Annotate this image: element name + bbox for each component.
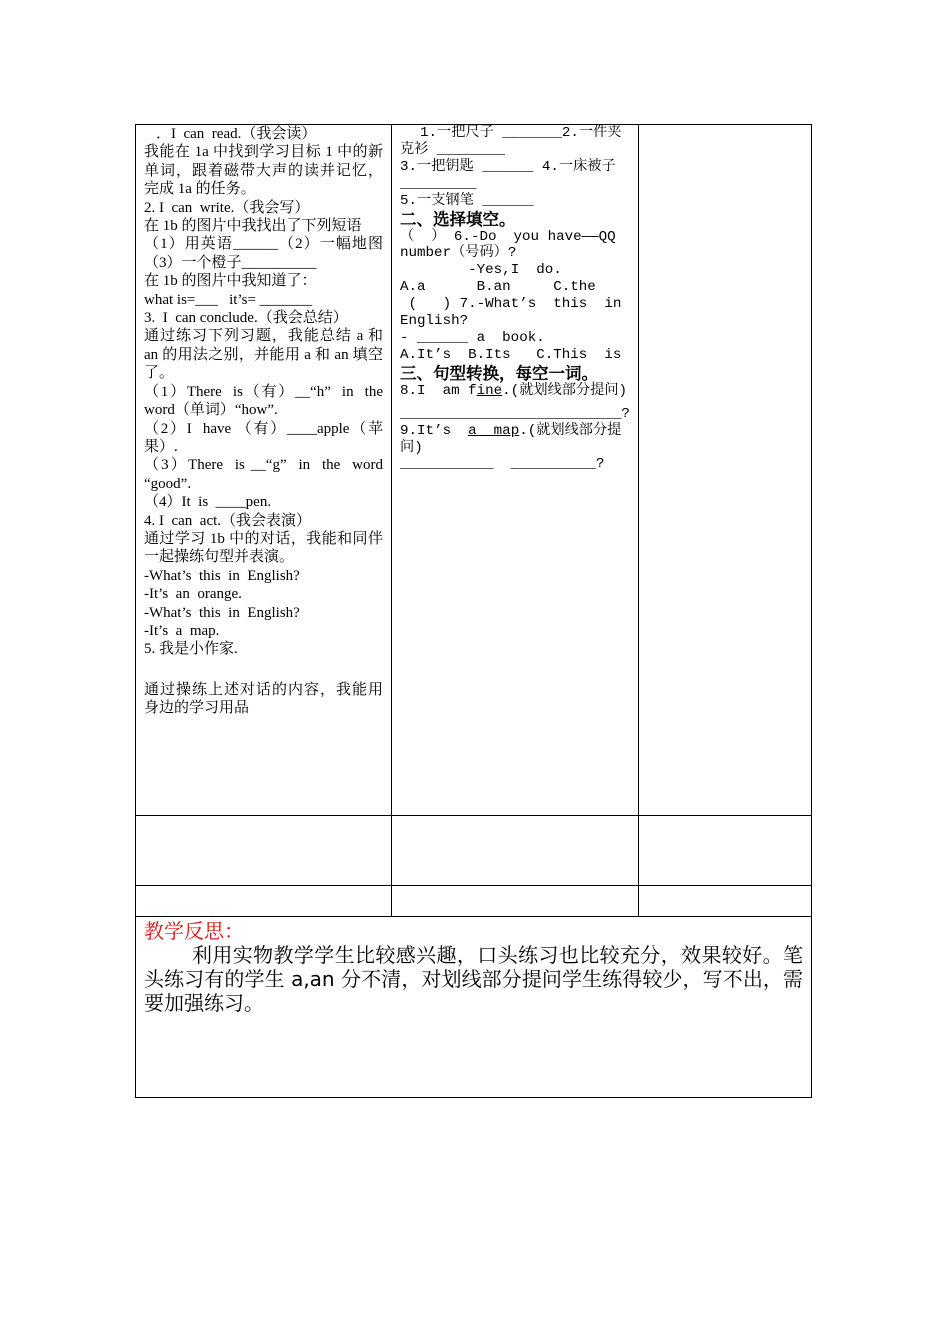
- exercises: [392, 125, 638, 815]
- reflection-body: 利用实物教学学生比较感兴趣，口头练习也比较充分，效果较好。笔头练习有的学生 a,an 分不清，对划线部分提问学生练得较少，写不出，需要加强练习。: [144, 943, 803, 1015]
- empty-cell: [392, 886, 639, 917]
- choice-q6-reply: -Yes,I do.: [400, 262, 562, 279]
- q9-prefix: 9.It’s: [400, 422, 469, 439]
- step-2-phrases: （1）用英语______（2）一幅地图（3）一个橙子__________: [144, 236, 383, 271]
- choice-q7-options: A.It’s B.Its C.This is: [400, 346, 622, 363]
- vocab-line-1: 1.一把尺子 _______2.一件夹克衫 ________: [400, 125, 622, 158]
- learning-steps-cell: [136, 125, 392, 816]
- step-3-text: 通过练习下列习题，我能总结 a 和 an 的用法之别，并能用 a 和 an 填空了。: [144, 328, 387, 382]
- step-3-item-4: （4）It is ____pen.: [144, 494, 272, 511]
- step-3-item-1: （1）There is（有）__“h” in the word（单词）“how”.: [144, 383, 387, 419]
- step-5-text: 通过操练上述对话的内容，我能用身边的学习用品: [144, 681, 383, 717]
- step-4-heading: 4. I can act.（我会表演）: [144, 512, 312, 529]
- step-1-text: 我能在 1a 中找到学习目标 1 中的新单词，跟着磁带大声的读并记忆，完成 1a 的任务。: [144, 144, 383, 198]
- choice-q6: （ ） 6.-Do you have——QQ number（号码）?: [400, 228, 625, 262]
- step-5-heading: 5. 我是小作家.: [144, 641, 238, 658]
- choice-q7-reply: - ______ a book.: [400, 329, 545, 346]
- vocab-line-3: 5.一支钢笔 ______: [400, 192, 534, 209]
- question-8: [400, 383, 630, 400]
- question-9: [400, 423, 630, 457]
- main-row: [136, 125, 812, 816]
- q9-suffix: .(就划线部分提问): [400, 422, 622, 456]
- empty-cell: [639, 816, 812, 886]
- step-1-heading: ．I can read.（我会读）: [156, 126, 317, 142]
- learning-steps: [136, 125, 391, 815]
- reflection-row: [136, 917, 812, 1098]
- lesson-table: [135, 124, 812, 1098]
- q8-suffix: .(就划线部分提问): [502, 382, 628, 399]
- dialog-line-3: -What’s this in English?: [144, 604, 300, 621]
- step-4-text: 通过学习 1b 中的对话，我能和同伴一起操练句型并表演。: [144, 530, 383, 566]
- step-3-item-3: （3）There is __“g” in the word “good”.: [144, 457, 387, 492]
- step-3-item-2: （2）I have （有）____apple（苹果）.: [144, 420, 383, 455]
- blank-line: [144, 659, 383, 681]
- dialog-line-4: -It’s a map.: [144, 622, 220, 639]
- q8-underlined: ine: [476, 382, 503, 399]
- step-3-heading: 3. I can conclude.（我会总结）: [144, 310, 348, 327]
- dialog-line-2: -It’s an orange.: [144, 586, 242, 603]
- dialog-line-1: -What’s this in English?: [144, 567, 300, 584]
- notes-cell: [639, 125, 812, 816]
- vocab-line-2: 3.一把钥匙 ______ 4.一床被子 _________: [400, 158, 625, 192]
- q9-answer: ___________ __________?: [400, 456, 605, 473]
- section-2-title: 二、选择填空。: [400, 209, 516, 229]
- empty-cell: [136, 816, 392, 886]
- empty-cell: [392, 816, 639, 886]
- step-2-text: 在 1b 的图片中我找出了下列短语: [144, 218, 362, 235]
- q9-underlined: a map: [468, 422, 520, 439]
- exercises-cell: [392, 125, 639, 816]
- q8-prefix: 8.I am f: [400, 382, 477, 399]
- reflection-title: 教学反思：: [144, 919, 244, 943]
- reflection-cell: [136, 917, 812, 1098]
- q8-answer: __________________________?: [400, 405, 630, 422]
- step-2-blanks: what is=___ it’s= _______: [144, 291, 313, 308]
- teaching-reflection: [136, 919, 811, 1097]
- empty-row-1: [136, 816, 812, 886]
- section-3-title: 三、句型转换，每空一词。: [400, 363, 598, 383]
- empty-cell: [639, 886, 812, 917]
- empty-row-2: [136, 886, 812, 917]
- step-2-heading: 2. I can write.（我会写）: [144, 199, 310, 216]
- step-2-know: 在 1b 的图片中我知道了：: [144, 273, 317, 290]
- empty-cell: [136, 886, 392, 917]
- choice-q7: ( ) 7.-What’s this in English?: [400, 296, 630, 330]
- choice-q6-options: A.a B.an C.the: [400, 279, 596, 296]
